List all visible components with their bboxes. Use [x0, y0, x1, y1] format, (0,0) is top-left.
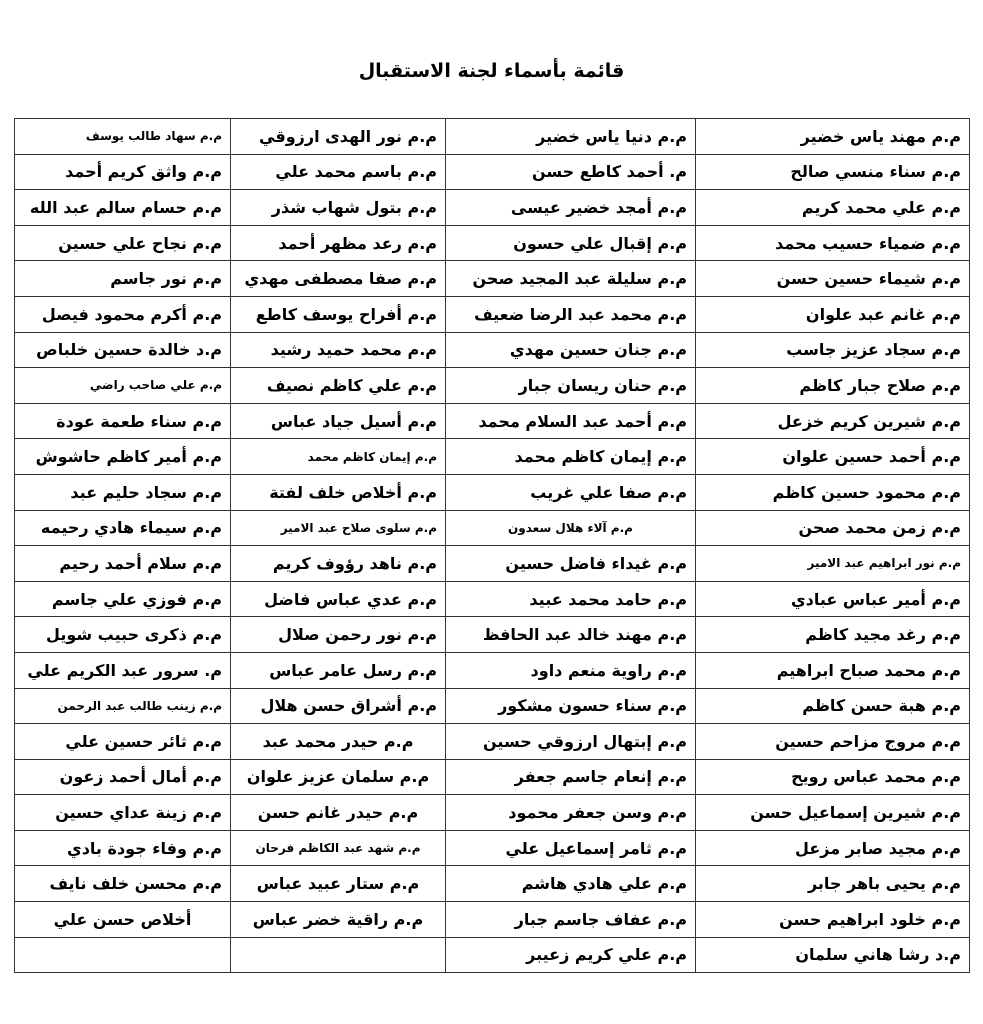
- name-cell: م.م سيماء هادي رحيمه: [15, 510, 231, 546]
- page-title: قائمة بأسماء لجنة الاستقبال: [358, 60, 625, 82]
- name-cell: م. سرور عبد الكريم علي: [15, 652, 231, 688]
- table-row: [15, 510, 970, 546]
- name-cell: م.م أحمد عبد السلام محمد: [446, 403, 696, 439]
- table-row: [15, 617, 970, 653]
- name-cell: م.م شيرين إسماعيل حسن: [696, 795, 970, 831]
- name-cell: م.م شهد عبد الكاظم فرحان: [231, 830, 446, 866]
- table-row: [15, 759, 970, 795]
- name-cell: م.م حيدر محمد عبد: [231, 724, 446, 760]
- name-cell: م.م ثائر حسين علي: [15, 724, 231, 760]
- name-cell: م.م أشراق حسن هلال: [231, 688, 446, 724]
- name-cell: م.د خالدة حسين خلباص: [15, 332, 231, 368]
- name-cell: م.م إيمان كاظم محمد: [446, 439, 696, 475]
- table-row: [15, 225, 970, 261]
- name-cell: م.م مهند ياس خضير: [696, 119, 970, 155]
- table-row: [15, 261, 970, 297]
- name-cell: م.م نور الهدى ارزوقي: [231, 119, 446, 155]
- name-cell: م.م أحمد حسين علوان: [696, 439, 970, 475]
- table-row: [15, 190, 970, 226]
- name-cell: م.م ثامر إسماعيل علي: [446, 830, 696, 866]
- name-cell: م.م نور جاسم: [15, 261, 231, 297]
- table-row: [15, 902, 970, 938]
- name-cell: م.م محسن خلف نايف: [15, 866, 231, 902]
- name-cell: م.د رشا هاني سلمان: [696, 937, 970, 973]
- name-cell: م.م راوية منعم داود: [446, 652, 696, 688]
- name-cell: م.م حنان ريسان جبار: [446, 368, 696, 404]
- name-cell: م.م سلوى صلاح عبد الامير: [231, 510, 446, 546]
- name-cell: م.م إنعام جاسم جعفر: [446, 759, 696, 795]
- table-row: [15, 403, 970, 439]
- name-cell: م.م ناهد رؤوف كريم: [231, 546, 446, 582]
- name-cell: م.م صلاح جبار كاظم: [696, 368, 970, 404]
- table-row: [15, 474, 970, 510]
- name-cell: م.م حسام سالم عبد الله: [15, 190, 231, 226]
- table-row: [15, 546, 970, 582]
- name-cell: م.م فوزي علي جاسم: [15, 581, 231, 617]
- name-cell: م.م سليلة عبد المجيد صحن: [446, 261, 696, 297]
- name-cell: م.م رسل عامر عباس: [231, 652, 446, 688]
- name-cell: م.م إيمان كاظم محمد: [231, 439, 446, 475]
- names-table: [14, 118, 970, 973]
- name-cell: م.م راقية خضر عباس: [231, 902, 446, 938]
- name-cell: م.م علي محمد كريم: [696, 190, 970, 226]
- table-row: [15, 439, 970, 475]
- name-cell: م.م زمن محمد صحن: [696, 510, 970, 546]
- name-cell: م.م أسيل جياد عباس: [231, 403, 446, 439]
- table-row: [15, 830, 970, 866]
- name-cell: م.م أكرم محمود فيصل: [15, 296, 231, 332]
- name-cell: م.م علي كريم زعيبر: [446, 937, 696, 973]
- name-cell: أخلاص حسن علي: [15, 902, 231, 938]
- name-cell: م.م أمير كاظم حاشوش: [15, 439, 231, 475]
- name-cell: م.م جنان حسين مهدي: [446, 332, 696, 368]
- table-row: [15, 368, 970, 404]
- table-row: [15, 119, 970, 155]
- name-cell: م.م سناء حسون مشكور: [446, 688, 696, 724]
- name-cell: م.م زينب طالب عبد الرحمن: [15, 688, 231, 724]
- name-cell: م.م إقبال علي حسون: [446, 225, 696, 261]
- name-cell: م.م شيماء حسين حسن: [696, 261, 970, 297]
- name-cell: م.م ستار عبيد عباس: [231, 866, 446, 902]
- name-cell: م.م مروج مزاحم حسين: [696, 724, 970, 760]
- table-row: [15, 866, 970, 902]
- name-cell: م.م باسم محمد علي: [231, 154, 446, 190]
- name-cell: م.م غانم عبد علوان: [696, 296, 970, 332]
- name-cell: م.م عفاف جاسم جبار: [446, 902, 696, 938]
- name-cell: م.م وفاء جودة بادي: [15, 830, 231, 866]
- name-cell: م.م سجاد حليم عبد: [15, 474, 231, 510]
- table-row: [15, 154, 970, 190]
- name-cell: م.م محمد عبد الرضا ضعيف: [446, 296, 696, 332]
- name-cell: م.م شيرين كريم خزعل: [696, 403, 970, 439]
- table-row: [15, 332, 970, 368]
- name-cell: [231, 937, 446, 973]
- name-cell: [15, 937, 231, 973]
- name-cell: م.م واثق كريم أحمد: [15, 154, 231, 190]
- name-cell: م.م عدي عباس فاضل: [231, 581, 446, 617]
- name-cell: م.م علي كاظم نصيف: [231, 368, 446, 404]
- name-cell: م.م صفا مصطفى مهدي: [231, 261, 446, 297]
- name-cell: م.م إبتهال ارزوقي حسين: [446, 724, 696, 760]
- name-cell: م.م غيداء فاضل حسين: [446, 546, 696, 582]
- name-cell: م.م صفا علي غريب: [446, 474, 696, 510]
- name-cell: م.م سلام أحمد رحيم: [15, 546, 231, 582]
- name-cell: م.م ذكرى حبيب شويل: [15, 617, 231, 653]
- name-cell: م.م نجاح علي حسين: [15, 225, 231, 261]
- name-cell: م.م نور رحمن صلال: [231, 617, 446, 653]
- name-cell: م.م رغد مجيد كاظم: [696, 617, 970, 653]
- name-cell: م.م وسن جعفر محمود: [446, 795, 696, 831]
- name-cell: م.م محمود حسين كاظم: [696, 474, 970, 510]
- name-cell: م.م سهاد طالب يوسف: [15, 119, 231, 155]
- name-cell: م.م سجاد عزيز جاسب: [696, 332, 970, 368]
- name-cell: م.م مجيد صابر مزعل: [696, 830, 970, 866]
- table-row: [15, 581, 970, 617]
- table-row: [15, 296, 970, 332]
- name-cell: م.م أمجد خضير عيسى: [446, 190, 696, 226]
- table-row: [15, 724, 970, 760]
- name-cell: م.م أمال أحمد زعون: [15, 759, 231, 795]
- name-cell: م.م يحيى باهر جابر: [696, 866, 970, 902]
- name-cell: م.م علي صاحب راضي: [15, 368, 231, 404]
- name-cell: م.م سناء طعمة عودة: [15, 403, 231, 439]
- name-cell: م.م سلمان عزيز علوان: [231, 759, 446, 795]
- name-cell: م.م حيدر غانم حسن: [231, 795, 446, 831]
- name-cell: م.م علي هادي هاشم: [446, 866, 696, 902]
- name-cell: م.م بتول شهاب شذر: [231, 190, 446, 226]
- name-cell: م.م أخلاص خلف لفتة: [231, 474, 446, 510]
- names-table-body: [15, 119, 970, 973]
- name-cell: م.م زينة عداي حسين: [15, 795, 231, 831]
- name-cell: م. أحمد كاطع حسن: [446, 154, 696, 190]
- name-cell: م.م آلاء هلال سعدون: [446, 510, 696, 546]
- table-row: [15, 688, 970, 724]
- table-row: [15, 937, 970, 973]
- name-cell: م.م سناء منسي صالح: [696, 154, 970, 190]
- name-cell: م.م هبة حسن كاظم: [696, 688, 970, 724]
- name-cell: م.م محمد عباس رويح: [696, 759, 970, 795]
- name-cell: م.م حامد محمد عبيد: [446, 581, 696, 617]
- name-cell: م.م رعد مظهر أحمد: [231, 225, 446, 261]
- name-cell: م.م دنيا ياس خضير: [446, 119, 696, 155]
- name-cell: م.م ضمياء حسيب محمد: [696, 225, 970, 261]
- name-cell: م.م محمد صباح ابراهيم: [696, 652, 970, 688]
- name-cell: م.م نور ابراهيم عبد الامير: [696, 546, 970, 582]
- name-cell: م.م خلود ابراهيم حسن: [696, 902, 970, 938]
- table-row: [15, 652, 970, 688]
- table-row: [15, 795, 970, 831]
- name-cell: م.م أمير عباس عبادي: [696, 581, 970, 617]
- name-cell: م.م أفراح يوسف كاطع: [231, 296, 446, 332]
- name-cell: م.م محمد حميد رشيد: [231, 332, 446, 368]
- name-cell: م.م مهند خالد عبد الحافظ: [446, 617, 696, 653]
